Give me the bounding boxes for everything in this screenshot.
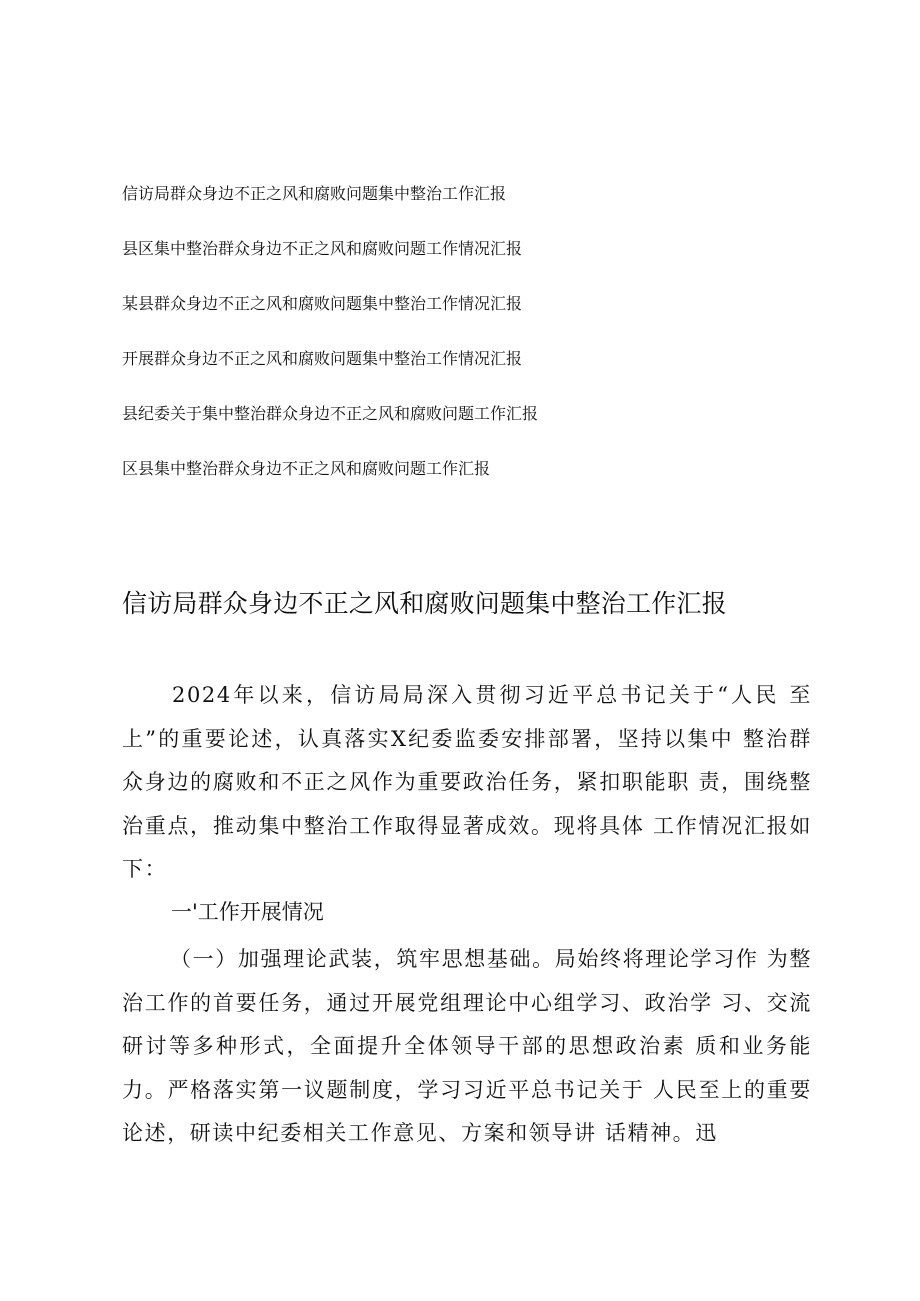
section-heading: 一'工作开展情况 (171, 900, 324, 924)
document-title: 信访局群众身边不正之风和腐败问题集中整治工作汇报 (122, 589, 727, 618)
toc-item[interactable]: 县纪委关于集中整治群众身边不正之风和腐败问题工作汇报 (122, 404, 539, 423)
table-of-contents (122, 184, 822, 514)
intro-paragraph: 2024年以来，信访局局深入贯彻习近平总书记关于“人民 至上”的重要论述，认真落实X纪委监委安排部署，坚持以集中 整治群众身边的腐败和不正之风作为重要政治任务，紧扣职能职 责，围绕整治重点，推动集中整治工作取得显著成效。现将具体 工作情况汇报如下： (122, 683, 812, 881)
toc-item[interactable]: 县区集中整治群众身边不正之风和腐败问题工作情况汇报 (122, 239, 523, 258)
toc-item[interactable]: 信访局群众身边不正之风和腐败问题集中整治工作汇报 (122, 184, 507, 203)
toc-item[interactable]: 开展群众身边不正之风和腐败问题集中整治工作情况汇报 (122, 349, 523, 368)
toc-item[interactable]: 区县集中整治群众身边不正之风和腐败问题工作汇报 (122, 459, 491, 478)
toc-item[interactable]: 某县群众身边不正之风和腐败问题集中整治工作情况汇报 (122, 294, 523, 313)
section-paragraph: （一）加强理论武装，筑牢思想基础。局始终将理论学习作 为整治工作的首要任务，通过开展党组理论中心组学习、政治学 习、交流研讨等多种形式，全面提升全体领导干部的思想政治素 质和业务能力。严格落实第一议题制度，学习习近平总书记关于 人民至上的重要论述，研读中纪委相关工作意见、方案和领导讲 话精神。迅 (122, 947, 812, 1145)
